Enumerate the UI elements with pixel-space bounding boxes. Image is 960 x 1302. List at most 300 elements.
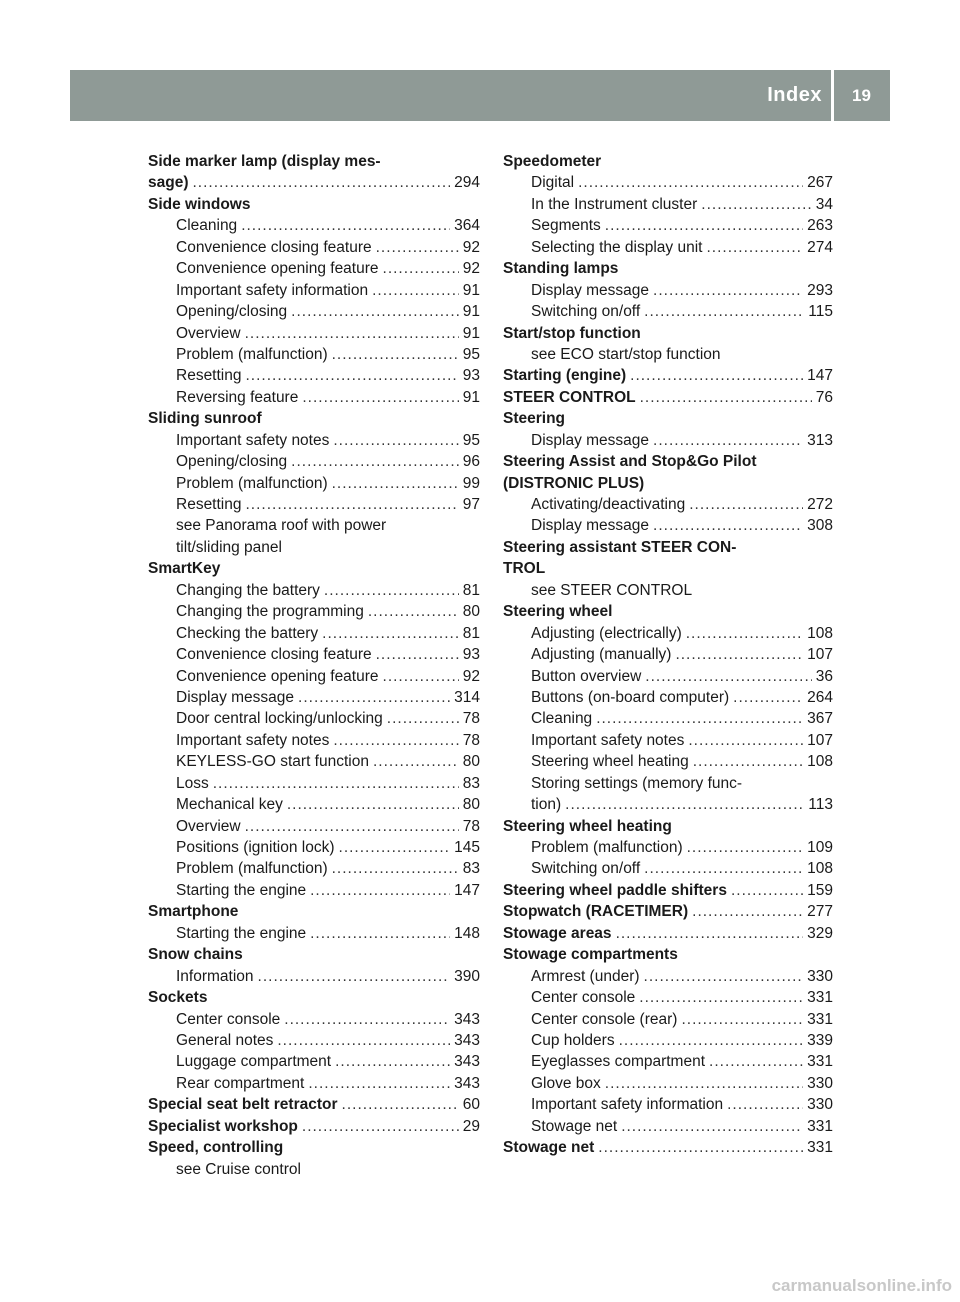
dot-leader	[287, 794, 459, 815]
dot-leader	[372, 280, 459, 301]
entry-label: Side marker lamp (display mes-	[148, 153, 381, 170]
entry-page-number[interactable]: 83	[462, 774, 480, 792]
index-subentry	[148, 1073, 480, 1094]
index-subentry	[503, 751, 833, 772]
index-subentry	[148, 730, 480, 751]
entry-label: Stowage areas	[503, 924, 612, 942]
entry-page-number[interactable]: 294	[454, 174, 480, 192]
index-entry	[148, 408, 480, 429]
dot-leader	[383, 258, 459, 279]
entry-page-number[interactable]: 36	[815, 667, 833, 685]
entry-page-number[interactable]: 34	[815, 195, 833, 213]
index-subentry	[503, 858, 833, 879]
entry-label: Steering wheel	[503, 603, 613, 621]
dot-leader	[333, 430, 458, 451]
entry-page-number[interactable]: 92	[462, 667, 480, 685]
entry-label: Overview	[176, 817, 241, 835]
entry-label: Speedometer	[503, 153, 602, 170]
entry-label: Standing lamps	[503, 260, 619, 278]
entry-page-number[interactable]: 390	[454, 967, 480, 985]
dot-leader	[644, 301, 804, 322]
entry-page-number[interactable]: 108	[807, 860, 833, 878]
index-entry	[503, 537, 833, 558]
entry-label: Start/stop function	[503, 324, 641, 342]
index-subentry	[503, 494, 833, 515]
index-subentry	[148, 258, 480, 279]
dot-leader	[693, 751, 803, 772]
entry-page-number[interactable]: 330	[807, 967, 833, 985]
entry-page-number[interactable]: 263	[807, 217, 833, 235]
entry-label: Changing the battery	[176, 581, 320, 599]
index-entry	[503, 151, 833, 172]
index-entry	[503, 408, 833, 429]
dot-leader	[383, 666, 459, 687]
entry-label: Opening/closing	[176, 303, 288, 321]
dot-leader	[291, 451, 459, 472]
entry-label: Checking the battery	[176, 624, 319, 642]
index-subentry	[148, 794, 480, 815]
index-entry	[503, 601, 833, 622]
index-subentry	[503, 773, 833, 794]
entry-label: Adjusting (electrically)	[531, 624, 682, 642]
entry-label: Convenience opening feature	[176, 667, 379, 685]
entry-label: Door central locking/unlocking	[176, 710, 383, 728]
entry-page-number[interactable]: 93	[462, 646, 480, 664]
index-subentry	[503, 623, 833, 644]
entry-label: KEYLESS-GO start function	[176, 753, 369, 771]
index-entry	[503, 944, 833, 965]
entry-label: Switching on/off	[531, 860, 641, 878]
dot-leader	[706, 237, 803, 258]
dot-leader	[213, 773, 459, 794]
entry-page-number[interactable]: 272	[807, 496, 833, 513]
entry-label: Starting the engine	[176, 924, 307, 942]
entry-page-number[interactable]: 81	[462, 624, 480, 642]
entry-page-number[interactable]: 113	[808, 796, 833, 814]
index-subentry	[148, 494, 480, 515]
index-subentry	[503, 194, 833, 215]
entry-label: Opening/closing	[176, 453, 288, 471]
dot-leader	[630, 365, 803, 386]
entry-page-number[interactable]: 331	[807, 989, 833, 1007]
index-subentry	[503, 237, 833, 258]
entry-label: Starting the engine	[176, 881, 307, 899]
entry-label: Mechanical key	[176, 796, 283, 814]
index-subentry	[503, 987, 833, 1008]
entry-label: Reversing feature	[176, 388, 299, 406]
index-subentry	[148, 473, 480, 494]
entry-page-number[interactable]: 81	[462, 581, 480, 599]
entry-label: Buttons (on-board computer)	[531, 688, 730, 706]
entry-label: Problem (malfunction)	[176, 860, 328, 878]
entry-page-number[interactable]: 80	[462, 603, 480, 621]
entry-page-number[interactable]: 293	[807, 281, 833, 299]
entry-page-number[interactable]: 97	[462, 496, 480, 513]
entry-label: Center console	[176, 1010, 281, 1028]
entry-label: Display message	[531, 431, 650, 449]
dot-leader	[653, 430, 803, 451]
index-subentry	[148, 1051, 480, 1072]
index-subentry	[503, 966, 833, 987]
entry-label: Rear compartment	[176, 1074, 305, 1092]
index-entry	[503, 387, 833, 408]
entry-page-number[interactable]: 99	[462, 474, 480, 492]
entry-label: Loss	[176, 774, 209, 792]
entry-label: sage)	[148, 174, 189, 192]
entry-label: Steering wheel heating	[531, 753, 689, 771]
entry-label: Adjusting (manually)	[531, 646, 672, 664]
entry-page-number[interactable]: 277	[807, 903, 833, 921]
entry-page-number[interactable]: 95	[462, 345, 480, 363]
entry-page-number[interactable]: 108	[807, 753, 833, 771]
dot-leader	[653, 515, 803, 536]
entry-label: Storing settings (memory func-	[531, 774, 743, 792]
dot-leader	[688, 730, 803, 751]
entry-page-number[interactable]: 148	[454, 924, 480, 942]
dot-leader	[645, 666, 811, 687]
dot-leader	[701, 194, 811, 215]
dot-leader	[277, 1030, 450, 1051]
entry-page-number[interactable]: 80	[462, 753, 480, 771]
page-title: Index	[767, 84, 822, 106]
dot-leader	[193, 172, 451, 193]
entry-label: see Panorama roof with power	[176, 517, 387, 535]
entry-page-number[interactable]: 343	[454, 1053, 480, 1071]
entry-page-number[interactable]: 159	[807, 881, 833, 899]
index-subentry	[148, 816, 480, 837]
entry-page-number[interactable]: 92	[462, 260, 480, 278]
index-subentry	[148, 387, 480, 408]
index-subentry	[148, 451, 480, 472]
entry-label: Speed, controlling	[148, 1139, 284, 1157]
entry-page-number[interactable]: 108	[807, 624, 833, 642]
entry-label: Steering wheel heating	[503, 817, 672, 835]
index-subentry	[503, 1073, 833, 1094]
entry-label: Problem (malfunction)	[176, 345, 328, 363]
entry-label: Steering Assist and Stop&Go Pilot	[503, 453, 757, 471]
entry-page-number[interactable]: 95	[462, 431, 480, 449]
entry-page-number[interactable]: 314	[454, 688, 480, 706]
dot-leader	[653, 280, 803, 301]
entry-label: Cleaning	[176, 217, 238, 235]
dot-leader	[342, 1094, 459, 1115]
index-subentry	[148, 537, 480, 558]
dot-leader	[565, 794, 804, 815]
dot-leader	[639, 987, 803, 1008]
index-entry	[503, 473, 833, 494]
dot-leader	[596, 708, 803, 729]
dot-leader	[332, 344, 459, 365]
dot-leader	[621, 1116, 803, 1137]
dot-leader	[689, 494, 803, 515]
dot-leader	[308, 1073, 450, 1094]
index-subentry	[148, 515, 480, 536]
entry-page-number[interactable]: 83	[462, 860, 480, 878]
index-subentry	[148, 430, 480, 451]
dot-leader	[298, 687, 450, 708]
entry-page-number[interactable]: 92	[462, 238, 480, 256]
entry-page-number[interactable]: 107	[807, 731, 833, 749]
dot-leader	[387, 708, 459, 729]
index-entry	[503, 323, 833, 344]
entry-label: Resetting	[176, 496, 242, 513]
index-subentry	[503, 730, 833, 751]
index-subentry	[148, 237, 480, 258]
dot-leader	[644, 966, 804, 987]
index-subentry	[148, 280, 480, 301]
index-entry	[503, 558, 833, 579]
dot-leader	[302, 387, 458, 408]
index-subentry	[503, 1116, 833, 1137]
entry-page-number[interactable]: 115	[808, 303, 833, 321]
entry-page-number[interactable]: 343	[454, 1031, 480, 1049]
dot-leader	[339, 837, 451, 858]
entry-page-number[interactable]: 109	[807, 839, 833, 856]
index-subentry	[503, 1009, 833, 1030]
index-subentry	[148, 773, 480, 794]
dot-leader	[598, 1137, 803, 1158]
index-entry	[148, 1137, 480, 1158]
dot-leader	[245, 816, 459, 837]
index-subentry	[148, 644, 480, 665]
dot-leader	[332, 473, 459, 494]
entry-label: tion)	[531, 796, 562, 814]
entry-page-number[interactable]: 145	[454, 839, 480, 856]
entry-label: General notes	[176, 1031, 274, 1049]
index-subentry	[503, 344, 833, 365]
entry-label: Convenience closing feature	[176, 238, 372, 256]
entry-label: In the Instrument cluster	[531, 195, 698, 213]
entry-label: Armrest (under)	[531, 967, 640, 985]
entry-label: Cleaning	[531, 710, 593, 728]
entry-label: see ECO start/stop function	[531, 345, 721, 363]
index-entry	[503, 816, 833, 837]
entry-label: Important safety information	[176, 281, 369, 299]
entry-page-number[interactable]: 76	[815, 388, 833, 406]
entry-page-number[interactable]: 343	[454, 1010, 480, 1028]
dot-leader	[245, 365, 458, 386]
entry-label: see STEER CONTROL	[531, 581, 693, 599]
entry-page-number[interactable]: 91	[462, 281, 480, 299]
index-subentry	[148, 687, 480, 708]
entry-label: Display message	[176, 688, 295, 706]
entry-label: (DISTRONIC PLUS)	[503, 474, 645, 492]
entry-page-number[interactable]: 93	[462, 367, 480, 385]
entry-page-number[interactable]: 78	[462, 710, 480, 728]
index-subentry	[148, 923, 480, 944]
dot-leader	[324, 580, 459, 601]
index-subentry	[148, 301, 480, 322]
index-entry	[148, 194, 480, 215]
entry-page-number[interactable]: 78	[462, 731, 480, 749]
entry-label: Display message	[531, 281, 650, 299]
entry-page-number[interactable]: 339	[807, 1031, 833, 1049]
dot-leader	[605, 215, 803, 236]
entry-page-number[interactable]: 91	[462, 303, 480, 321]
index-subentry	[503, 837, 833, 858]
entry-label: Resetting	[176, 367, 242, 385]
entry-label: Cup holders	[531, 1031, 615, 1049]
entry-label: Activating/deactivating	[531, 496, 686, 513]
entry-page-number[interactable]: 343	[454, 1074, 480, 1092]
entry-label: Stopwatch (RACETIMER)	[503, 903, 689, 921]
entry-page-number[interactable]: 274	[807, 238, 833, 256]
entry-page-number[interactable]: 329	[807, 924, 833, 942]
entry-label: Selecting the display unit	[531, 238, 703, 256]
index-entry	[148, 987, 480, 1008]
entry-label: Specialist workshop	[148, 1117, 298, 1135]
index-column-left	[148, 151, 480, 1180]
entry-page-number[interactable]: 29	[462, 1117, 480, 1135]
dot-leader	[368, 601, 459, 622]
entry-label: Steering assistant STEER CON-	[503, 538, 737, 556]
index-subentry	[148, 966, 480, 987]
index-subentry	[148, 344, 480, 365]
dot-leader	[616, 923, 804, 944]
entry-page-number[interactable]: 60	[462, 1096, 480, 1114]
entry-label: Stowage compartments	[503, 946, 678, 964]
entry-page-number[interactable]: 91	[462, 388, 480, 406]
index-subentry	[503, 666, 833, 687]
index-subentry	[148, 1159, 480, 1180]
index-subentry	[148, 880, 480, 901]
entry-label: Overview	[176, 324, 241, 342]
dot-leader	[302, 1116, 459, 1137]
dot-leader	[709, 1051, 803, 1072]
index-subentry	[503, 430, 833, 451]
index-subentry	[503, 280, 833, 301]
index-entry	[503, 880, 833, 901]
entry-page-number[interactable]: 78	[462, 817, 480, 835]
entry-label: Center console	[531, 989, 636, 1007]
entry-page-number[interactable]: 331	[807, 1117, 833, 1135]
entry-label: Positions (ignition lock)	[176, 839, 335, 856]
index-subentry	[503, 794, 833, 815]
entry-label: Center console (rear)	[531, 1010, 678, 1028]
entry-page-number[interactable]: 264	[807, 688, 833, 706]
entry-label: Important safety information	[531, 1096, 724, 1114]
dot-leader	[332, 858, 459, 879]
index-entry	[503, 901, 833, 922]
index-subentry	[148, 1030, 480, 1051]
dot-leader	[619, 1030, 804, 1051]
entry-label: SmartKey	[148, 560, 221, 578]
index-subentry	[503, 301, 833, 322]
index-subentry	[503, 644, 833, 665]
entry-label: Starting (engine)	[503, 367, 627, 385]
watermark-text: carmanualsonline.info	[771, 1276, 952, 1295]
dot-leader	[333, 730, 458, 751]
entry-page-number[interactable]: 147	[807, 367, 833, 385]
index-subentry	[503, 1051, 833, 1072]
entry-page-number[interactable]: 107	[807, 646, 833, 664]
entry-label: Smartphone	[148, 903, 239, 921]
entry-page-number[interactable]: 330	[807, 1096, 833, 1114]
entry-page-number[interactable]: 313	[807, 431, 833, 449]
dot-leader	[322, 623, 459, 644]
dot-leader	[373, 751, 459, 772]
dot-leader	[692, 901, 803, 922]
index-subentry	[148, 837, 480, 858]
entry-page-number[interactable]: 331	[807, 1010, 833, 1028]
index-entry	[503, 365, 833, 386]
index-entry	[148, 558, 480, 579]
index-subentry	[148, 858, 480, 879]
index-subentry	[148, 215, 480, 236]
index-entry	[148, 901, 480, 922]
index-subentry	[503, 515, 833, 536]
index-subentry	[148, 365, 480, 386]
index-subentry	[148, 601, 480, 622]
entry-label: TROL	[503, 560, 546, 578]
index-subentry	[148, 580, 480, 601]
entry-label: Special seat belt retractor	[148, 1096, 338, 1114]
entry-page-number[interactable]: 364	[454, 217, 480, 235]
entry-page-number[interactable]: 80	[462, 796, 480, 814]
entry-label: Eyeglasses compartment	[531, 1053, 706, 1071]
index-subentry	[148, 1009, 480, 1030]
entry-label: see Cruise control	[176, 1160, 301, 1178]
entry-page-number[interactable]: 331	[807, 1139, 833, 1157]
index-column-right	[503, 151, 833, 1159]
entry-label: Important safety notes	[176, 731, 330, 749]
dot-leader	[731, 880, 803, 901]
index-entry	[503, 451, 833, 472]
entry-page-number[interactable]: 367	[807, 710, 833, 728]
index-subentry	[148, 623, 480, 644]
index-entry	[503, 923, 833, 944]
entry-label: Stowage net	[531, 1117, 618, 1135]
entry-label: STEER CONTROL	[503, 388, 636, 406]
entry-page-number[interactable]: 267	[807, 174, 833, 192]
entry-label: Stowage net	[503, 1139, 595, 1157]
entry-page-number[interactable]: 308	[807, 517, 833, 535]
entry-label: Changing the programming	[176, 603, 364, 621]
entry-label: Digital	[531, 174, 575, 192]
index-entry	[148, 151, 480, 172]
dot-leader	[605, 1073, 803, 1094]
entry-label: Sliding sunroof	[148, 410, 262, 428]
index-entry	[503, 258, 833, 279]
index-subentry	[148, 323, 480, 344]
index-entry	[503, 1137, 833, 1158]
dot-leader	[578, 172, 803, 193]
index-subentry	[503, 687, 833, 708]
entry-page-number[interactable]: 147	[454, 881, 480, 899]
entry-label: Important safety notes	[531, 731, 685, 749]
entry-page-number[interactable]: 91	[462, 324, 480, 342]
dot-leader	[291, 301, 459, 322]
entry-label: Luggage compartment	[176, 1053, 332, 1071]
entry-label: Convenience opening feature	[176, 260, 379, 278]
entry-page-number[interactable]: 331	[807, 1053, 833, 1071]
index-entry	[148, 1094, 480, 1115]
entry-page-number[interactable]: 330	[807, 1074, 833, 1092]
index-entry	[148, 944, 480, 965]
entry-label: Information	[176, 967, 254, 985]
index-subentry	[148, 666, 480, 687]
entry-page-number[interactable]: 96	[462, 453, 480, 471]
index-subentry	[503, 1094, 833, 1115]
index-subentry	[503, 1030, 833, 1051]
dot-leader	[258, 966, 451, 987]
entry-label: Side windows	[148, 195, 251, 213]
dot-leader	[687, 837, 804, 858]
index-subentry	[503, 580, 833, 601]
dot-leader	[675, 644, 803, 665]
entry-label: Switching on/off	[531, 303, 641, 321]
entry-label: Problem (malfunction)	[531, 839, 683, 856]
